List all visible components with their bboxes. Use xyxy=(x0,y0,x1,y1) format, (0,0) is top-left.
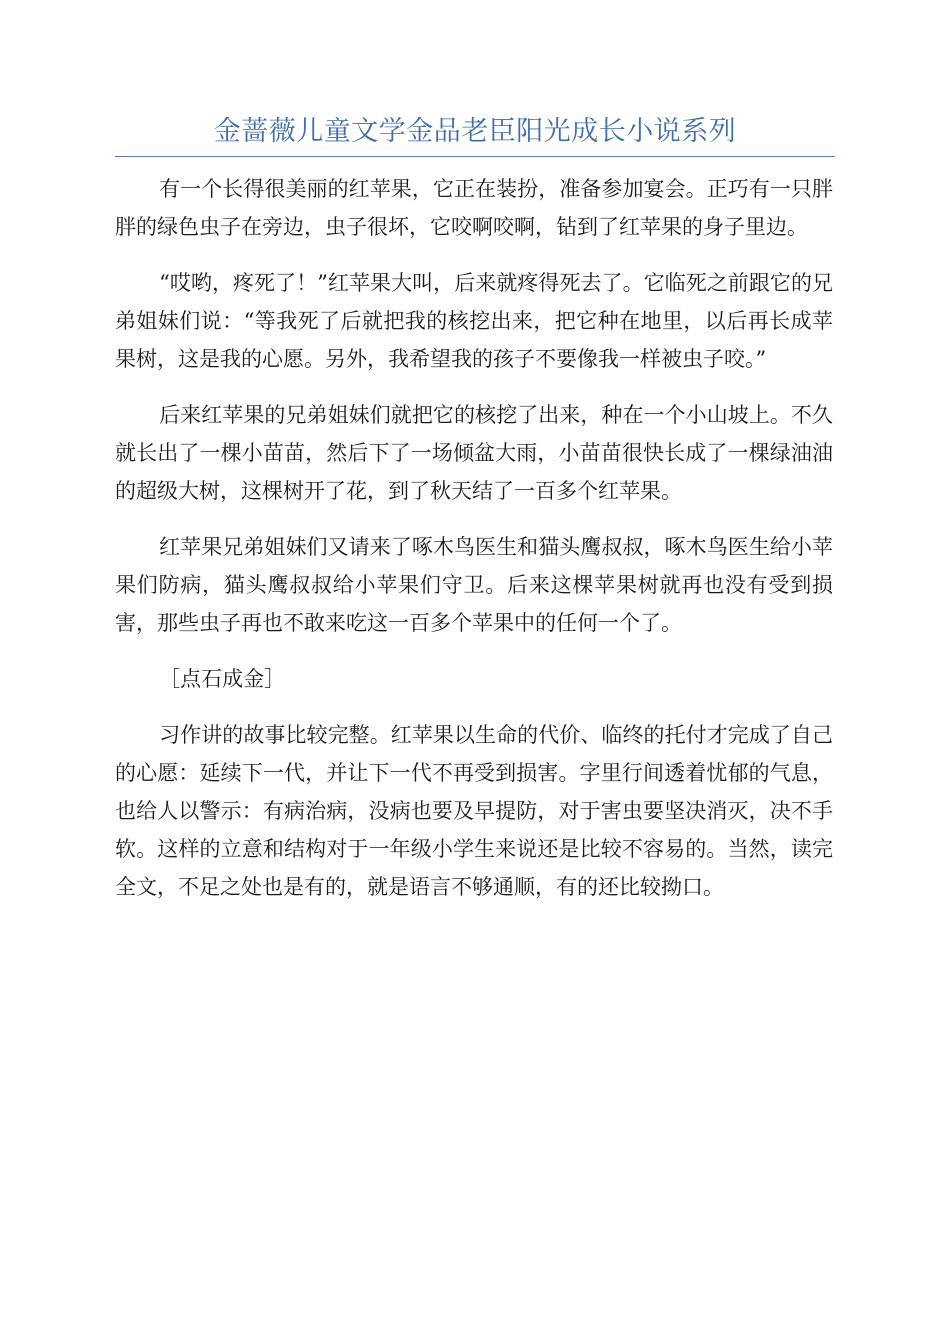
header-title: 金蔷薇儿童文学金品老臣阳光成长小说系列 xyxy=(213,116,737,147)
paragraph-1: 有一个长得很美丽的红苹果，它正在装扮，准备参加宴会。正巧有一只胖胖的绿色虫子在旁边，虫子很坏，它咬啊咬啊，钻到了红苹果的身子里边。 xyxy=(115,177,833,239)
paragraph-3: 后来红苹果的兄弟姐妹们就把它的核挖了出来，种在一个小山坡上。不久就长出了一棵小苗苗，然后下了一场倾盆大雨，小苗苗很快长成了一棵绿油油的超级大树，这棵树开了花，到了秋天结了一百多个红苹果。 xyxy=(115,403,833,503)
article-body xyxy=(115,170,833,924)
paragraph-2: “哎哟，疼死了！”红苹果大叫，后来就疼得死去了。它临死之前跟它的兄弟姐妹们说：“等我死了后就把我的核挖出来，把它种在地里，以后再长成苹果树，这是我的心愿。另外，我希望我的孩子不要像我一样被虫子咬。” xyxy=(115,271,833,371)
paragraph-4: 红苹果兄弟姐妹们又请来了啄木鸟医生和猫头鹰叔叔，啄木鸟医生给小苹果们防病，猫头鹰叔叔给小苹果们守卫。后来这棵苹果树就再也没有受到损害，那些虫子再也不敢来吃这一百多个苹果中的任何一个了。 xyxy=(115,535,833,635)
page-header xyxy=(115,112,835,157)
section-heading-comment: ［点石成金］ xyxy=(159,667,286,691)
paragraph-comment: 习作讲的故事比较完整。红苹果以生命的代价、临终的托付才完成了自己的心愿：延续下一代，并让下一代不再受到损害。字里行间透着忧郁的气息，也给人以警示：有病治病，没病也要及早提防，对于害虫要坚决消灭，决不手软。这样的立意和结构对于一年级小学生来说还是比较不容易的。当然，读完全文，不足之处也是有的，就是语言不够通顺，有的还比较拗口。 xyxy=(115,723,833,899)
